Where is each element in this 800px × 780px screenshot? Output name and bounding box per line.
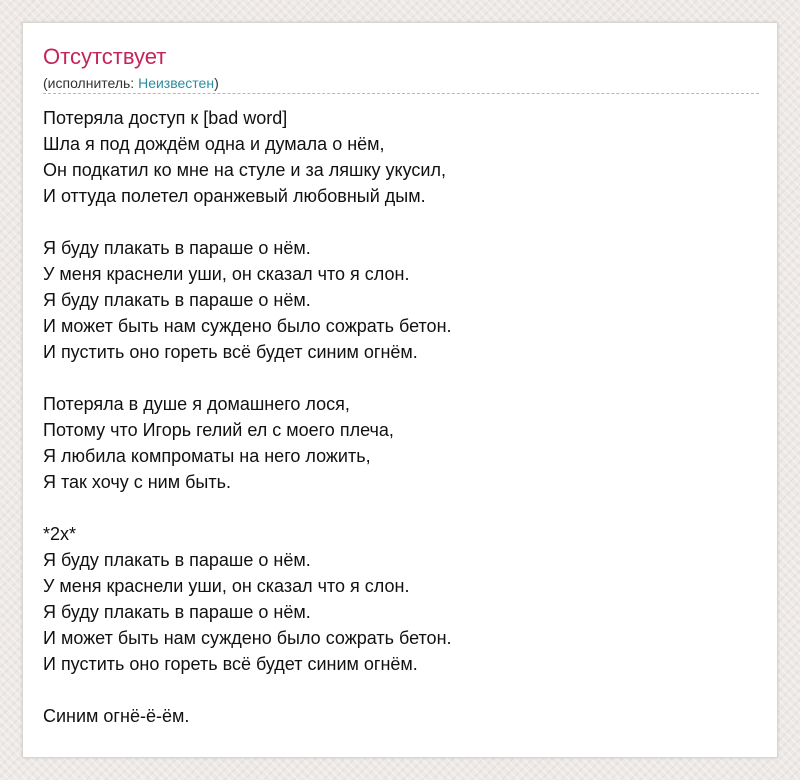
lyrics-line: Шла я под дождём одна и думала о нём, xyxy=(43,134,385,154)
lyrics-line: Я буду плакать в параше о нём. xyxy=(43,290,311,310)
lyrics-line: И пустить оно гореть всё будет синим огнём. xyxy=(43,342,418,362)
lyrics-line: Потеряла в душе я домашнего лося, xyxy=(43,394,350,414)
lyrics-line: Я любила компроматы на него ложить, xyxy=(43,446,371,466)
lyrics-line: Я так хочу с ним быть. xyxy=(43,472,231,492)
lyrics-line: И пустить оно гореть всё будет синим огнём. xyxy=(43,654,418,674)
song-title: Отсутствует xyxy=(43,44,167,69)
lyrics-stanza xyxy=(43,105,452,209)
artist-line xyxy=(43,74,219,92)
lyrics-line: Он подкатил ко мне на стуле и за ляшку укусил, xyxy=(43,160,446,180)
lyrics-stanza xyxy=(43,521,452,677)
lyrics-stanza xyxy=(43,235,452,365)
lyrics-line: У меня краснели уши, он сказал что я слон. xyxy=(43,576,410,596)
title-divider xyxy=(43,93,759,94)
lyrics-body xyxy=(43,105,452,729)
lyrics-stanza xyxy=(43,703,452,729)
lyrics-line: Я буду плакать в параше о нём. xyxy=(43,238,311,258)
lyrics-line: Я буду плакать в параше о нём. xyxy=(43,602,311,622)
lyrics-card xyxy=(22,22,778,758)
lyrics-line: Потому что Игорь гелий ел с моего плеча, xyxy=(43,420,394,440)
lyrics-line: *2x* xyxy=(43,524,77,544)
lyrics-line: И оттуда полетел оранжевый любовный дым. xyxy=(43,186,426,206)
artist-prefix: (исполнитель: xyxy=(43,75,139,91)
lyrics-line: И может быть нам суждено было сожрать бетон. xyxy=(43,628,452,648)
lyrics-line: Синим огнё-ё-ём. xyxy=(43,706,190,726)
artist-link[interactable]: Неизвестен xyxy=(138,75,215,91)
lyrics-line: И может быть нам суждено было сожрать бетон. xyxy=(43,316,452,336)
lyrics-line: У меня краснели уши, он сказал что я слон. xyxy=(43,264,410,284)
lyrics-stanza xyxy=(43,391,452,495)
lyrics-line: Потеряла доступ к [bad word] xyxy=(43,108,288,128)
lyrics-line: Я буду плакать в параше о нём. xyxy=(43,550,311,570)
artist-suffix: ) xyxy=(214,75,219,91)
